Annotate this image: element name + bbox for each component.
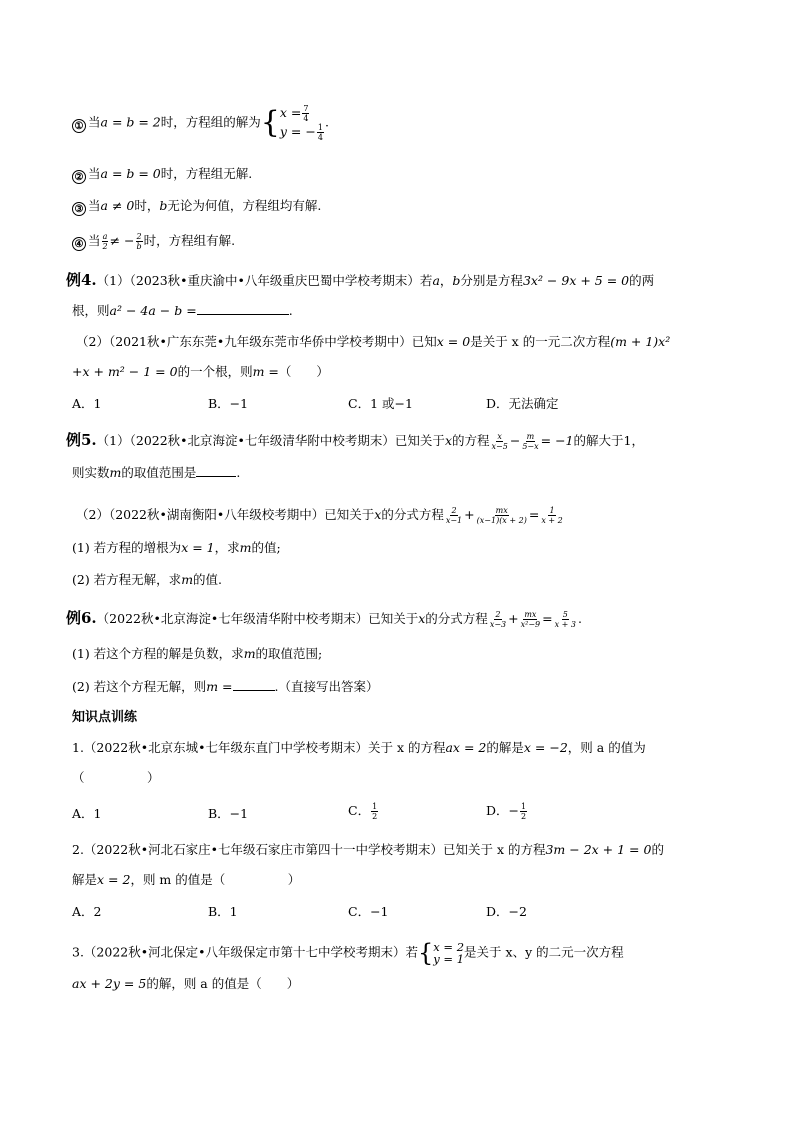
brace-icon: { [418,939,434,967]
example-4-equation: 3x² − 9x + 5 = 0 [522,273,630,288]
q2-text-2: .（直接写出答案） [274,679,379,694]
example-6-line-1 [66,610,582,629]
example-5-question-2 [72,572,222,588]
example-4-line2-end: . [288,303,293,318]
example-4-x0: x = 0 [436,334,471,349]
item-1-system [280,104,325,142]
item-1-text-2: 时，方程组的解为 [160,114,261,130]
option-c[interactable] [348,802,379,821]
q1-text-2: 的取值范围; [255,646,323,661]
y-equals: y = − [279,124,316,139]
q2-text-2: 的值. [193,572,223,587]
answer-blank[interactable] [197,302,289,315]
answer-blank[interactable] [196,464,236,477]
frac-g3-den: x + 2 [541,516,563,525]
q1-m: m [243,646,256,661]
var-a: a [432,273,440,288]
frac1-den: x−5 [491,442,508,451]
item-3-variable: b [159,198,168,213]
problem-3-tail: 是关于 x、y 的二元一次方程 [464,944,624,960]
problem-1-line-2: （ ） [72,770,160,785]
item-1-end: . [324,114,329,130]
problem-1-text: 1.（2022秋•北京东城•七年级东直门中学校考期末）关于 x 的方程 [72,740,446,755]
problem-3-equation: ax + 2y = 5 [72,976,147,991]
example-6-label: 例6. [66,609,97,627]
var-b: b [452,273,461,288]
x-numerator: 7 [303,104,309,113]
option-d[interactable] [486,802,528,821]
example-4-label: 例4. [66,271,97,289]
problem-1-tail: ，则 a 的值为 [567,740,646,755]
system-eq-2: y = 1 [433,952,465,966]
problem-1-solution: x = −2 [523,740,568,755]
item-3 [72,198,321,216]
example-6-end: . [578,611,582,626]
q1-text: (1) 若方程的增根为 [72,540,182,555]
example-4-source: （1）（2023秋•重庆渝中•八年级重庆巴蜀中学校考期末）若 [96,273,433,288]
brace-icon: { [260,105,280,140]
var-x: x [418,611,426,626]
item-2-number: ② [72,170,86,184]
problem-2-equation: 3m − 2x + 1 = 0 [545,842,652,857]
q2-m: m = [206,679,233,694]
option-a[interactable]: A．1 [72,806,102,821]
example-4-part-2-line-2 [72,364,329,380]
q2-text: (2) 若方程无解，求 [72,572,182,587]
problem-3-line-1 [72,938,624,968]
q1-m: m [239,540,252,555]
example-4-mid: 分别是方程 [460,273,523,288]
q2-text: (2) 若这个方程无解，则 [72,679,207,694]
problem-2-text: 2.（2022秋•河北石家庄•七年级石家庄市第四十一中学校考期末）已知关于 x 的方程 [72,842,546,857]
x-equals: x = [279,105,302,120]
system-eq-1: x = 2 [433,940,465,954]
problem-2-line2-text: 解是 [72,872,98,887]
example-4-equation-2-cont: +x + m² − 1 = 0 [72,364,178,379]
option-b[interactable]: B．−1 [208,396,249,411]
example-4-equation-2: (m + 1)x² [610,334,671,349]
example-5-rhs: = −1 [540,433,574,448]
item-4-frac1-num: a [102,232,108,241]
item-1-text: 当 [88,114,101,130]
problem-3-line2-text: 的解，则 a 的值是（ ） [146,976,300,991]
example-5-line-2 [72,464,240,481]
item-3-text-2: 时， [134,198,160,213]
item-4-text: 当 [88,233,101,248]
item-1 [72,104,329,142]
option-c[interactable]: C．−1 [348,904,389,919]
x-denominator: 4 [303,114,309,123]
item-4-relation: ≠ − [109,233,135,248]
example-4-tail: 的两 [629,273,655,288]
example-5-line-1 [66,432,644,451]
item-2-condition: a = b = 0 [100,166,161,181]
item-4-frac2-num: 2 [136,232,142,241]
frac2-num: m [526,432,535,441]
item-4-text-2: 时，方程组有解. [143,233,236,248]
item-2-text: 当 [88,166,101,181]
example-4-line2-text: 根，则 [72,303,110,318]
frac-g1-den: x−1 [445,516,463,525]
frac2-den: 5−x [522,442,539,451]
frac-g2-num: mx [495,506,508,515]
option-c-den: 2 [372,812,378,821]
item-3-condition: a ≠ 0 [100,198,135,213]
var-x: x [374,507,382,522]
example-4-part-2 [76,334,670,350]
example-5-label: 例5. [66,431,97,449]
problem-1-mid: 的解是 [486,740,524,755]
item-4 [72,232,235,251]
option-c-num: 1 [372,802,378,811]
q1-text: (1) 若这个方程的解是负数，求 [72,646,244,661]
item-3-text: 当 [88,198,101,213]
example-4-part2-text: 是关于 x 的一元二次方程 [470,334,611,349]
problem-1-equation: ax = 2 [445,740,487,755]
example-5-part2-source: （2）（2022秋•湖南衡阳•八年级校考期中）已知关于 [76,507,375,522]
q2-m: m [181,572,194,587]
frac2-num: mx [524,610,537,619]
frac1-num: 2 [495,610,501,619]
example-5-mid: 的方程 [452,433,490,448]
example-4-m: m = [252,364,279,379]
problem-2-solution: x = 2 [97,872,131,887]
minus-sign: − [509,433,521,448]
option-d-label: D．− [486,803,519,818]
example-6-mid: 的分式方程 [425,611,488,626]
example-4-paren: （ ） [278,364,329,379]
option-a[interactable]: A．2 [72,904,102,919]
option-c[interactable]: C．1 或−1 [348,396,413,411]
item-3-text-3: 无论为何值，方程组均有解. [167,198,322,213]
item-4-number: ④ [72,237,86,251]
example-5-part-2 [76,506,565,525]
example-4-line-2 [72,302,293,319]
example-5-question-1 [72,540,281,556]
example-6-source: （2022秋•北京海淀•七年级清华附中校考期末）已知关于 [96,611,419,626]
plus-sign: + [508,611,519,626]
section-title: 知识点训练 [72,710,138,725]
problem-3-text: 3.（2022秋•河北保定•八年级保定市第十七中学校考期末）若 [72,944,418,960]
frac3-den: x + 3 [554,620,576,629]
example-6-question-1 [72,646,322,662]
option-d-den: 2 [521,812,527,821]
var-m: m [109,465,122,480]
frac-g1-num: 2 [451,506,457,515]
separator: ， [439,273,453,288]
option-d-num: 1 [521,802,527,811]
frac3-num: 5 [562,610,568,619]
frac-g3-num: 1 [549,506,555,515]
problem-3-line-2 [72,976,299,992]
q1-root: x = 1 [181,540,215,555]
var-x: x [444,433,452,448]
problem-3-system [433,941,464,965]
q1-text-2: ，求 [214,540,240,555]
option-d[interactable]: D．无法确定 [486,396,559,411]
equals-sign: = [528,507,540,522]
equals-sign: = [542,611,553,626]
item-2-text-2: 时，方程组无解. [160,166,253,181]
frac2-den: x²−9 [520,620,541,629]
example-4-part2-text-2: 的一个根，则 [177,364,253,379]
example-4-line-1 [66,272,654,289]
option-a[interactable]: A．1 [72,396,102,411]
example-5-source: （1）（2022秋•北京海淀•七年级清华附中校考期末）已知关于 [96,433,445,448]
q1-text-3: 的值; [251,540,281,555]
item-1-condition: a = b = 2 [100,114,161,130]
problem-2-tail: 的 [651,842,664,857]
problem-2-line-1 [72,842,664,858]
frac-g2-den: (x−1)(x + 2) [476,516,527,525]
y-numerator: 1 [317,123,323,132]
example-5-line2-end: . [236,465,241,480]
frac1-num: x [497,432,502,441]
option-d[interactable]: D．−2 [486,904,527,919]
item-3-number: ③ [72,202,86,216]
option-b[interactable]: B．−1 [208,806,249,821]
example-5-part2-text: 的分式方程 [381,507,444,522]
y-denominator: 4 [317,133,323,142]
example-5-tail: 的解大于1， [573,433,644,448]
item-4-frac1-den: 2 [102,242,108,251]
item-4-frac2-den: b [136,242,142,251]
example-6-question-2 [72,678,378,695]
option-c-label: C． [348,803,371,818]
example-4-expression: a² − 4a − b = [109,303,197,318]
problem-2-line2-text-2: ，则 m 的值是（ ） [130,872,301,887]
problem-2-line-2 [72,872,300,888]
plus-sign: + [464,507,475,522]
frac1-den: x−3 [489,620,507,629]
item-1-number: ① [72,119,86,133]
item-2 [72,166,252,184]
example-5-line2-text-2: 的取值范围是 [121,465,197,480]
example-4-part2-source: （2）（2021秋•广东东莞•九年级东莞市华侨中学校考期中）已知 [76,334,437,349]
example-5-line2-text: 则实数 [72,465,110,480]
problem-1-line-1 [72,740,646,756]
option-b[interactable]: B．1 [208,904,238,919]
answer-blank[interactable] [233,678,275,691]
